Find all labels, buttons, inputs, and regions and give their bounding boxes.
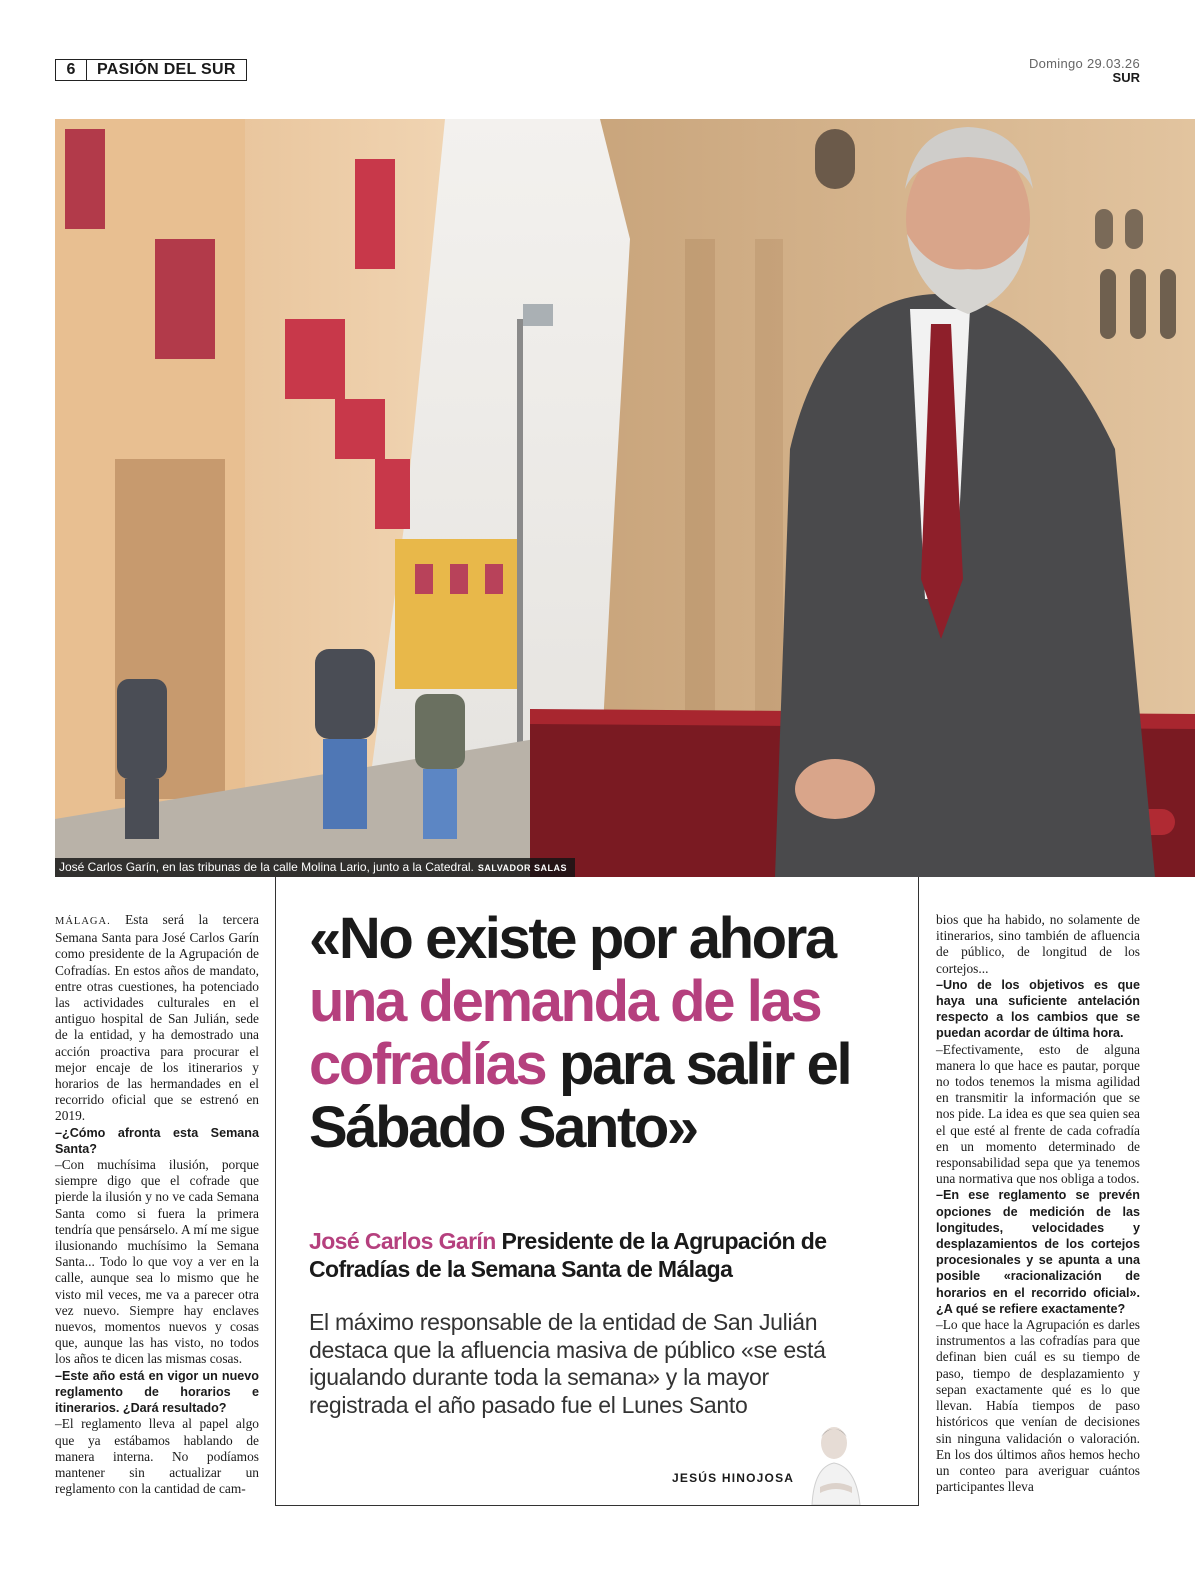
byline [309,1227,899,1283]
answer-1: –Con muchísima ilusión, porque siempre digo que el cofrade que pierde la ilusión y no ve cada Semana Santa como si fuera la primera tendría que pensárselo. A mí me sigue ilusionando muchísimo la Semana Santa... Todo lo que voy a ver en la calle, aunque sea lo mismo que he visto mil veces, me va a parecer otra vez nuevo. Siempre hay enclaves nuevos, momentos nuevos y cosas que, aunque las has visto, no todos los años te dicen las mismas cosas. [55,1157,259,1367]
intro-text: Esta será la tercera Semana Santa para José Carlos Garín como presidente de la Agrupación de Cofradías. En estos años de mandato, entre otras cuestiones, ha potenciado las actividades culturales en el antiguo hospital de San Julián, sede de la entidad, y ha demostrado una acción proactiva para procurar el mejor encaje de los itinerarios y horarios de las hermandades en el recorrido oficial que se estrenó en 2019. [55,912,259,1124]
question-2: –Este año está en vigor un nuevo reglamento de horarios e itinerarios. ¿Dará resultado? [55,1368,259,1416]
author-name: JESÚS HINOJOSA [672,1471,795,1485]
page-number: 6 [56,60,87,80]
photo-credit: SALVADOR SALAS [477,863,568,873]
answer-2-continued: bios que ha habido, no solamente de itinerarios, sino también de afluencia de público, de longitud de los cortejos... [936,912,1140,976]
headline-highlight: una demanda de las cofradías [309,969,821,1097]
question-3: –Uno de los objetivos es que haya una suficiente antelación respecto a los cambios que se puedan acordar de última hora. [936,977,1140,1041]
article-column-left [55,912,259,1497]
lead-photo-illustration [55,119,1195,877]
photo-caption [55,858,575,877]
question-1: –¿Cómo afronta esta Semana Santa? [55,1125,259,1156]
section-name: PASIÓN DEL SUR [97,61,236,78]
dateline: MÁLAGA. [55,916,111,927]
headline-box [275,877,919,1506]
answer-4: –Lo que hace la Agrupación es darles instrumentos a las cofradías para que definan bien cuál es su tiempo de paso, tiempo de desplazamiento y sepan exactamente qué es lo que llevan. Había tiempos de paso históricos que venían de decisiones sin ninguna validación o valoración. En los dos últimos años hemos hecho un conteo para averiguar cuántos participantes lleva [936,1317,1140,1495]
answer-3: –Efectivamente, esto de alguna manera lo que hace es pautar, porque no todos tenemos la misma agilidad en transmitir la información que se nos pide. La idea es que sea quien sea el que esté al frente de cada cofradía en un momento determinado de responsabilidad sepa que ya tenemos una normativa que nos obliga a todos. [936,1041,1140,1187]
interviewee-role: Presidente de la Agrupación de Cofradías de la Semana Santa de Málaga [309,1228,827,1282]
article-column-right [936,912,1140,1495]
publication-name: SUR [1112,70,1140,85]
interviewee-name: José Carlos Garín [309,1228,496,1254]
page-header-date [1029,57,1140,85]
question-4: –En ese reglamento se prevén opciones de medición de las longitudes, velocidades y desplazamientos de los cortejos procesionales y se apunta a una posible «racionalización de horarios en el recorrido oficial». ¿A qué se refiere exactamente? [936,1188,1140,1316]
answer-2: –El reglamento lleva al papel algo que ya estábamos hablando de manera interna. No podíamos mantener sin actualizar un reglamento con la cantidad de cam- [55,1416,259,1497]
author-photo [806,1417,866,1505]
intro-paragraph [55,912,259,1125]
headline-part-3: para salir el Sábado Santo» [309,1032,851,1160]
lead-photo [55,119,1195,877]
photo-caption-text: José Carlos Garín, en las tribunas de la calle Molina Lario, junto a la Catedral. [59,860,474,874]
issue-date: Domingo 29.03.26 [1028,56,1140,71]
headline-part-1: «No existe por ahora [309,906,835,971]
subheadline: El máximo responsable de la entidad de San Julián destaca que la afluencia masiva de público «se está igualando durante toda la semana» y la mayor registrada el año pasado fue el Lunes Santo [309,1309,826,1418]
page-header-section [55,59,247,81]
headline [309,907,899,1159]
